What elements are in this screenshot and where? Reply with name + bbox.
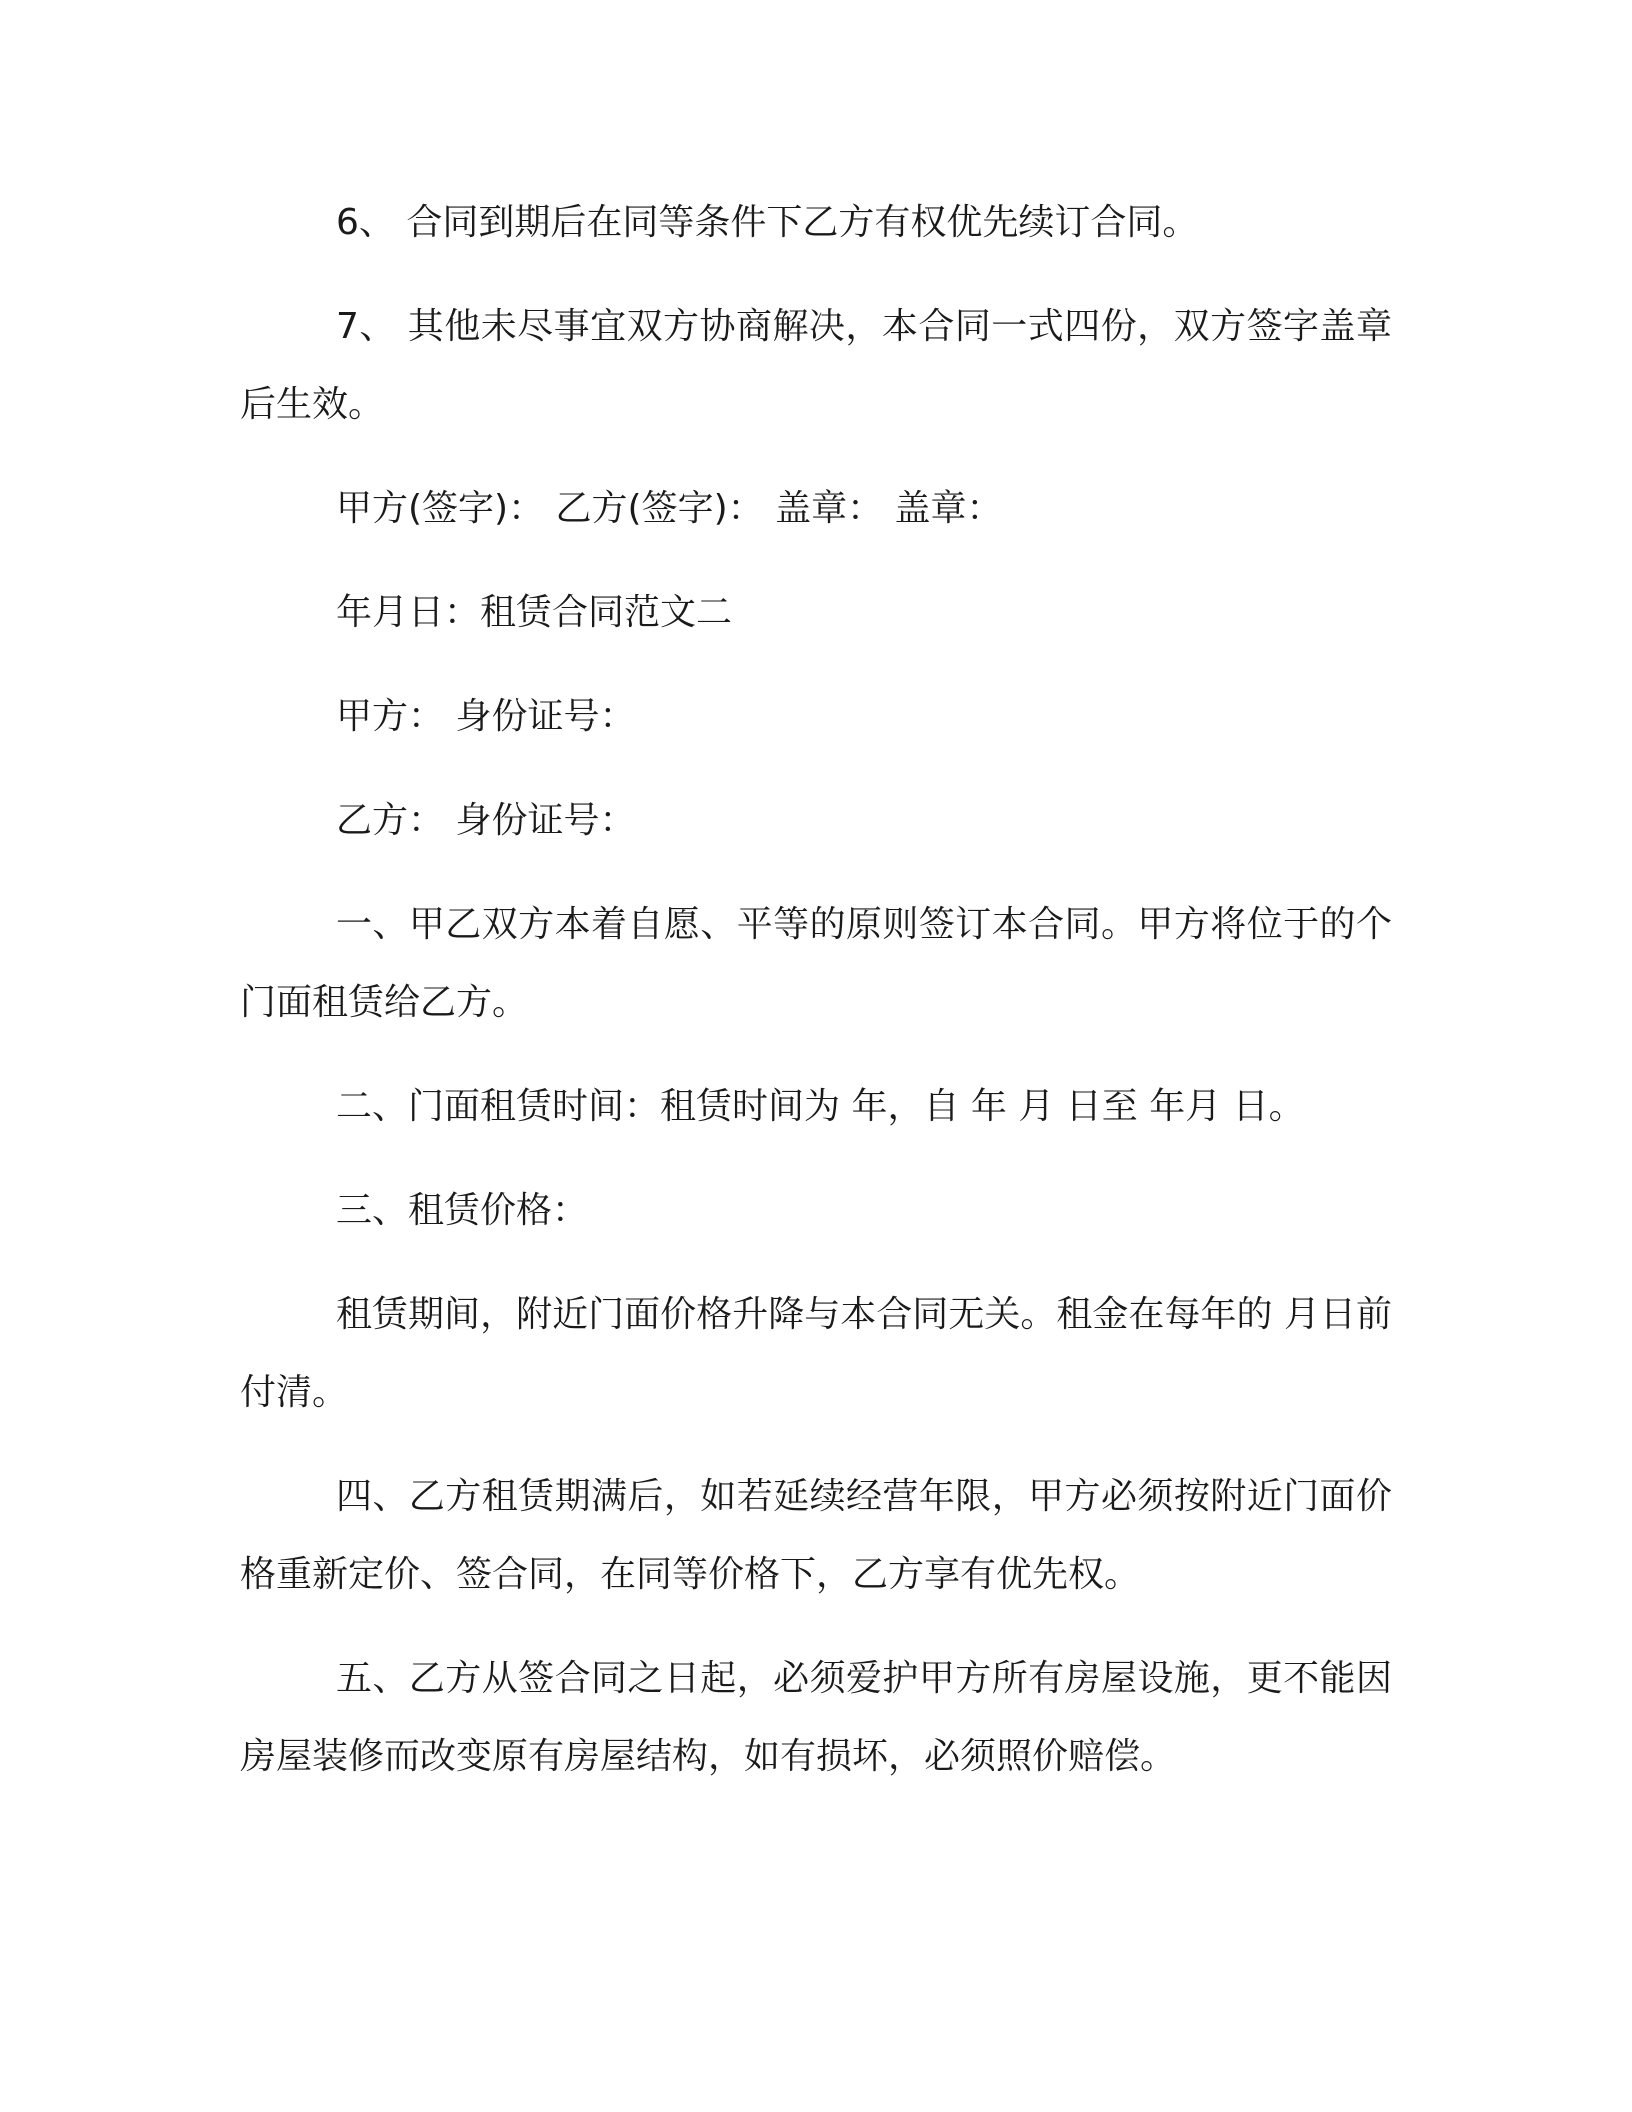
article-1-principle: 一、甲乙双方本着自愿、平等的原则签订本合同。甲方将位于的个门面租赁给乙方。 [240,904,1392,1023]
article-3-rent-terms: 租赁期间，附近门面价格升降与本合同无关。租金在每年的 月日前付清。 [240,1294,1392,1413]
document-body [240,184,1392,1822]
party-a-id-line: 甲方： 身份证号： [336,696,636,737]
clause-7-other-matters: 7、 其他未尽事宜双方协商解决，本合同一式四份，双方签字盖章后生效。 [240,306,1392,425]
article-2-lease-term: 二、门面租赁时间：租赁时间为 年，自 年 月 日至 年月 日。 [336,1086,1305,1127]
article-5-property-care: 五、乙方从签合同之日起，必须爱护甲方所有房屋设施，更不能因房屋装修而改变原有房屋结构，如有损坏，必须照价赔偿。 [240,1658,1392,1777]
article-4-renewal-priority: 四、乙方租赁期满后，如若延续经营年限，甲方必须按附近门面价格重新定价、签合同，在同等价格下，乙方享有优先权。 [240,1476,1392,1595]
clause-6-renewal: 6、 合同到期后在同等条件下乙方有权优先续订合同。 [336,202,1199,243]
article-3-heading: 三、租赁价格： [336,1190,589,1231]
signature-line: 甲方(签字)： 乙方(签字)： 盖章： 盖章： [336,488,1003,529]
date-and-title-line: 年月日：租赁合同范文二 [336,592,733,633]
party-b-id-line: 乙方： 身份证号： [336,800,636,841]
